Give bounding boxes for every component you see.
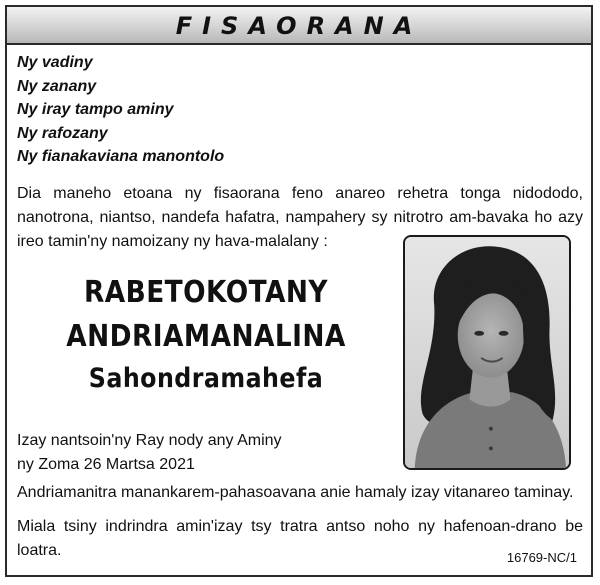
deceased-portrait-photo <box>403 235 571 470</box>
addressee-list <box>17 51 583 169</box>
addressee-item: Ny fianakaviana manontolo <box>17 148 225 165</box>
deceased-family-name: ANDRIAMANALINA <box>66 319 346 354</box>
addressee-item: Ny rafozany <box>17 124 108 142</box>
apology-paragraph <box>17 515 583 563</box>
portrait-illustration <box>405 237 569 468</box>
death-notice-line: Izay nantsoin'ny Ray nody any Aminy <box>17 432 282 449</box>
thanks-line: nanotrona, niantso, nandefa hafatra, nampahery sy nitrotro am-bavaka ho azy <box>17 209 583 226</box>
thanks-line: ireo tamin'ny namoizany ny hava-malalany : <box>17 233 328 250</box>
reference-number: 16769-NC/1 <box>506 550 577 565</box>
notice-frame <box>5 5 593 577</box>
blessing-line: Andriamanitra manankarem-pahasoavana anie hamaly izay vitanareo taminay. <box>17 484 574 501</box>
apology-line: loatra. <box>17 542 62 559</box>
death-notice <box>17 429 282 477</box>
header-band <box>7 7 591 45</box>
addressee-item: Ny iray tampo aminy <box>17 101 174 118</box>
notice-title: FISAORANA <box>175 12 423 40</box>
thanks-line: Dia maneho etoana ny fisaorana feno anareo rehetra tonga nidododo, <box>17 185 583 202</box>
deceased-surname: RABETOKOTANY <box>84 275 328 310</box>
addressee-item: Ny zanany <box>17 77 97 95</box>
addressee-item: Ny vadiny <box>17 54 93 71</box>
apology-line: Miala tsiny indrindra amin'izay tsy tratra antso noho ny hafenoan-drano be <box>17 518 583 535</box>
deceased-given-name: Sahondramahefa <box>88 363 324 394</box>
death-date-line: ny Zoma 26 Martsa 2021 <box>17 456 195 473</box>
deceased-name-block <box>17 271 395 399</box>
